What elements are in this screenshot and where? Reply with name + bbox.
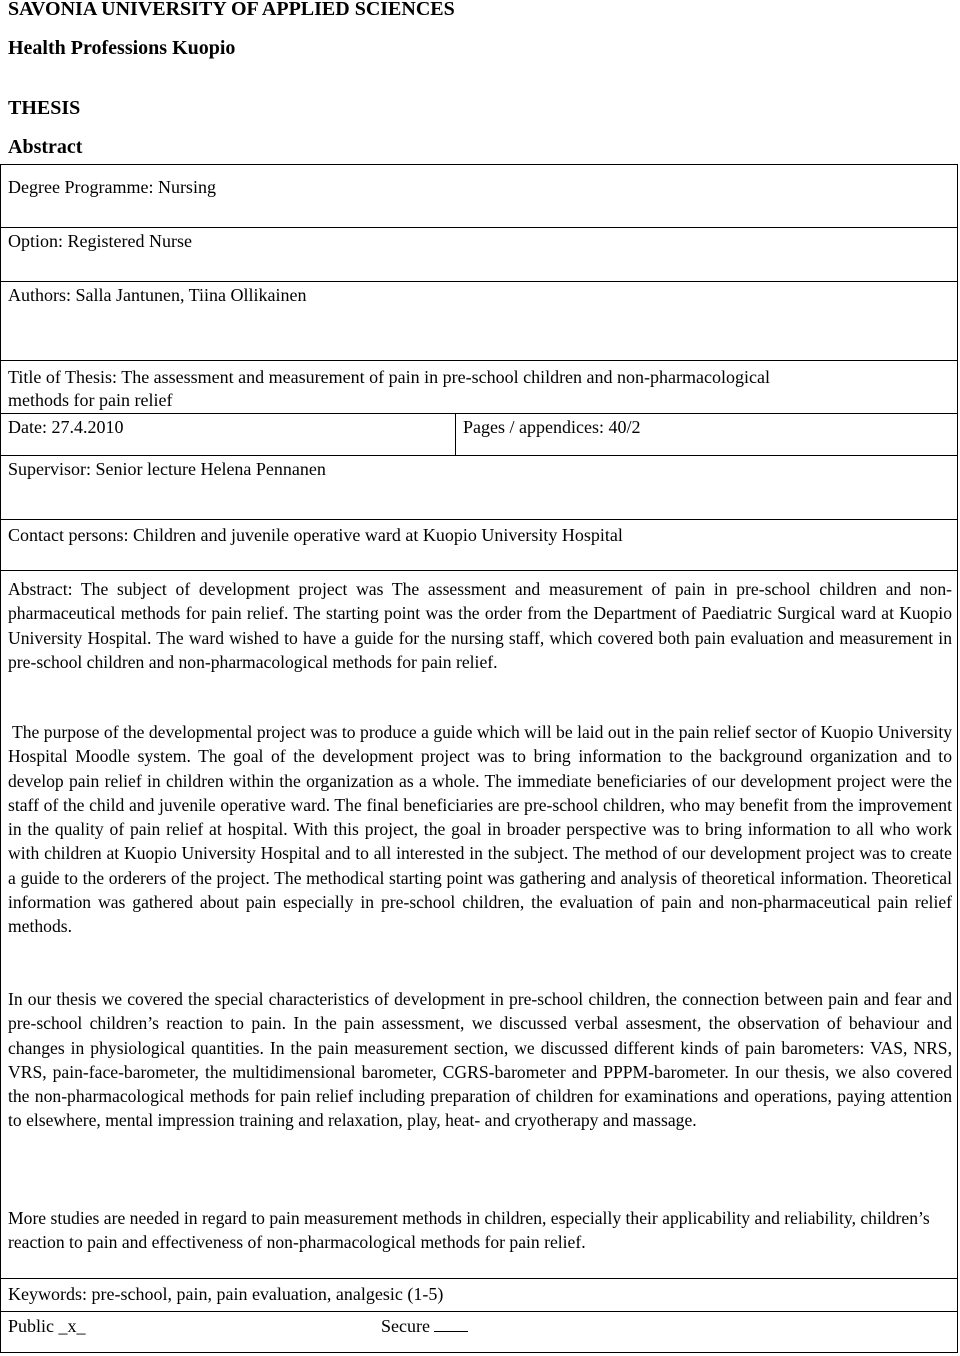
divider: [1, 1311, 957, 1312]
abstract-form: [0, 164, 958, 1353]
secure-blank: [434, 1315, 468, 1332]
secure-label: Secure: [381, 1316, 430, 1336]
divider: [1, 570, 957, 571]
divider: [1, 1278, 957, 1279]
abstract-paragraph-3: In our thesis we covered the special characteristics of development in pre-school children, the connection between pain and fear and pre-school children’s reaction to pain. In the pain assessment, we discussed verbal assesment, the observation of behaviour and changes in physiological quantities. In the pain measurement section, we discussed different kinds of pain barometers: VAS, NRS, VRS, pain-face-barometer, the multidimensional barometer, CGRS-barometer and PPPM-barometer. In our thesis, we also covered the non-pharmacological methods for pain relief including preparation of children for examinations and operations, paying attention to elsewhere, mental impression training and relaxation, play, heat- and cryotherapy and massage.: [8, 989, 952, 1131]
supervisor: Supervisor: Senior lecture Helena Pennanen: [8, 459, 326, 479]
section-title: Abstract: [8, 136, 83, 158]
thesis-title-line-1: Title of Thesis: The assessment and measurement of pain in pre-school children and non-pharmacological: [8, 367, 770, 387]
divider: [1, 360, 957, 361]
divider: [1, 519, 957, 520]
divider: [1, 227, 957, 228]
thesis-title-line-2: methods for pain relief: [8, 390, 173, 410]
column-divider: [455, 413, 456, 455]
abstract-paragraph-2: The purpose of the developmental project was to produce a guide which will be laid out in the pain relief sector of Kuopio University Hospital Moodle system. The goal of the development project was to bring information to the background organization and to develop pain relief in children within the organization as a whole. The immediate beneficiaries of our development project were the staff of the child and juvenile operative ward. The final beneficiaries are pre-school children, who may benefit from the improvement in the quality of pain relief at hospital. With this project, the goal in broader perspective was to bring information to all who work with children at Kuopio University Hospital and to all interested in the subject. The method of our development project was to create a guide to the orderers of the project. The methodical starting point was gathering and analysis of theoretical information. Theoretical information was gathered about pain especially in pre-school children, the evaluation of pain and non-pharmaceutical pain relief methods.: [8, 722, 952, 937]
keywords: Keywords: pre-school, pain, pain evaluation, analgesic (1-5): [8, 1284, 444, 1304]
faculty-name: Health Professions Kuopio: [8, 37, 236, 59]
pages-appendices: Pages / appendices: 40/2: [463, 417, 641, 437]
divider: [1, 413, 957, 414]
divider: [1, 281, 957, 282]
option: Option: Registered Nurse: [8, 231, 192, 251]
abstract-paragraph-1: Abstract: The subject of development project was The assessment and measurement of pain in pre-school children and non-pharmaceutical methods for pain relief. The starting point was the order from the Department of Paediatric Surgical ward at Kuopio University Hospital. The ward wished to have a guide for the nursing staff, which covered both pain evaluation and measurement in pre-school children and non-pharmacological methods for pain relief.: [8, 579, 952, 672]
public-option: Public _x_: [8, 1316, 86, 1336]
contact-persons: Contact persons: Children and juvenile operative ward at Kuopio University Hospital: [8, 525, 623, 545]
secure-option: [381, 1314, 468, 1338]
degree-programme: Degree Programme: Nursing: [8, 177, 216, 197]
date: Date: 27.4.2010: [8, 417, 124, 437]
abstract-paragraph-4: More studies are needed in regard to pain measurement methods in children, especially their applicability and reliability, children’s reaction to pain and effectiveness of non-pharmacological methods for pain relief.: [8, 1208, 930, 1253]
divider: [1, 455, 957, 456]
document-type: THESIS: [8, 97, 81, 119]
university-name: SAVONIA UNIVERSITY OF APPLIED SCIENCES: [8, 0, 455, 20]
authors: Authors: Salla Jantunen, Tiina Ollikainen: [8, 285, 307, 305]
